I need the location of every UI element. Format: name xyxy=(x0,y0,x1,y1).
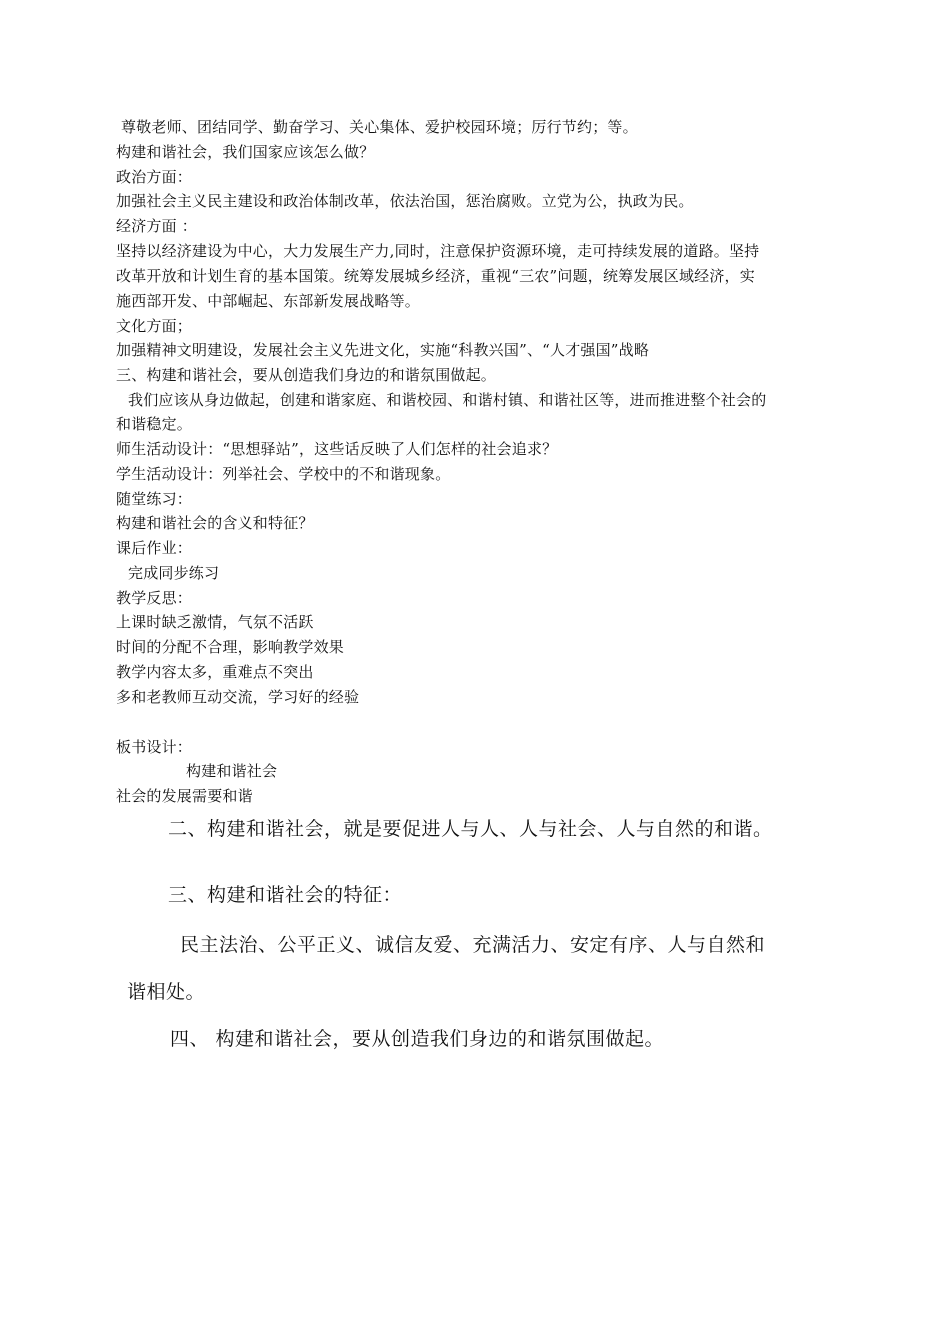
board-line: 谐相处。 xyxy=(127,981,206,1003)
text-line: 构建和谐社会，我们国家应该怎么做？ xyxy=(116,143,375,161)
board-line: 二、构建和谐社会，就是要促进人与人、人与社会、人与自然的和谐。 xyxy=(168,818,773,840)
text-line: 加强社会主义民主建设和政治体制改革，依法治国，惩治腐败。立党为公，执政为民。 xyxy=(116,192,694,210)
text-line: 改革开放和计划生育的基本国策。统筹发展城乡经济，重视“三农”问题，统筹发展区域经济，实 xyxy=(116,267,755,285)
section-heading: 政治方面： xyxy=(116,168,193,186)
text-line: 完成同步练习 xyxy=(128,564,220,582)
text-line: 和谐稳定。 xyxy=(116,415,193,433)
text-line: 尊敬老师、团结同学、勤奋学习、关心集体、爱护校园环境；厉行节约；等。 xyxy=(121,118,638,136)
text-line: 时间的分配不合理，影响教学效果 xyxy=(116,638,345,656)
text-line: 教学内容太多，重难点不突出 xyxy=(116,663,314,681)
board-line: 三、构建和谐社会的特征： xyxy=(168,884,403,906)
section-heading: 文化方面； xyxy=(116,317,193,335)
text-line: 师生活动设计：“思想驿站”，这些话反映了人们怎样的社会追求？ xyxy=(116,440,558,458)
section-heading: 教学反思： xyxy=(116,589,193,607)
text-line: 学生活动设计：列举社会、学校中的不和谐现象。 xyxy=(116,465,451,483)
board-title: 构建和谐社会 xyxy=(186,762,278,780)
text-line: 多和老教师互动交流，学习好的经验 xyxy=(116,688,360,706)
section-heading: 随堂练习： xyxy=(116,490,193,508)
text-line: 构建和谐社会的含义和特征？ xyxy=(116,514,314,532)
text-line: 施西部开发、中部崛起、东部新发展战略等。 xyxy=(116,292,421,310)
section-heading: 课后作业： xyxy=(116,539,193,557)
text-line: 坚持以经济建设为中心，大力发展生产力,同时，注意保护资源环境，走可持续发展的道路。坚持 xyxy=(116,242,760,260)
section-heading: 经济方面 ： xyxy=(116,217,197,235)
board-line: 民主法治、公平正义、诚信友爱、充满活力、安定有序、人与自然和 xyxy=(180,934,766,956)
text-line: 我们应该从身边做起，创建和谐家庭、和谐校园、和谐村镇、和谐社区等，进而推进整个社会的 xyxy=(128,391,767,409)
text-line: 上课时缺乏激情，气氛不活跃 xyxy=(116,613,314,631)
text-line: 加强精神文明建设，发展社会主义先进文化，实施“科教兴国”、“人才强国”战略 xyxy=(116,341,650,359)
board-line: 四、 构建和谐社会，要从创造我们身边的和谐氛围做起。 xyxy=(170,1028,665,1050)
text-line: 三、构建和谐社会，要从创造我们身边的和谐氛围做起。 xyxy=(116,366,497,384)
section-heading: 板书设计： xyxy=(116,738,193,756)
text-line: 社会的发展需要和谐 xyxy=(116,787,253,805)
